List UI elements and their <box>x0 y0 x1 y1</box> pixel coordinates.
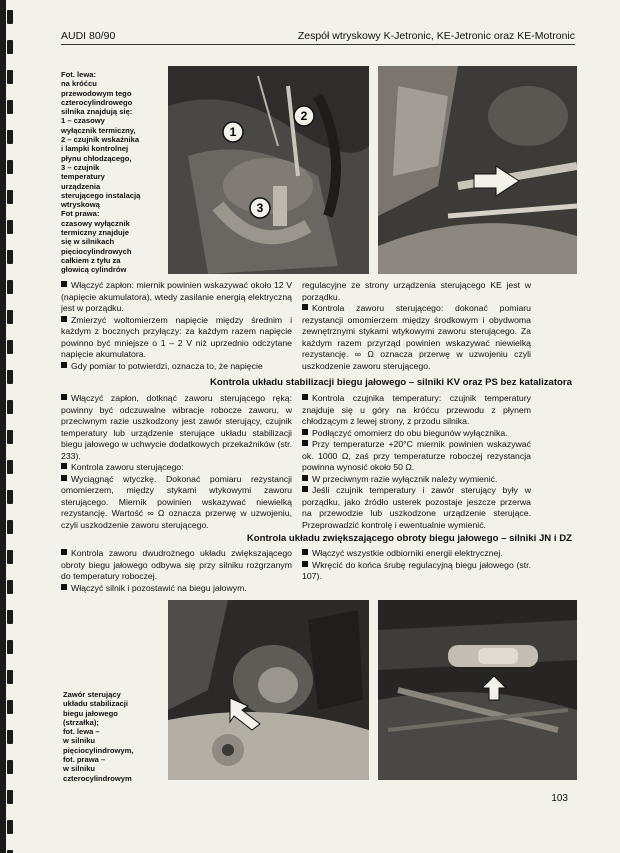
binding-marks <box>6 0 16 853</box>
engine-photo-top-right <box>378 66 577 274</box>
engine-photo-top-left-image <box>168 66 369 274</box>
section2-right-para-3: Przy temperaturze +20°C miernik powinien wskazywać ok. 1000 Ω, zaś przy temperaturze roboczej rezystancja powinna wynosić około 50 Ω. <box>302 439 531 472</box>
engine-photo-bottom-left-image <box>168 600 369 780</box>
bullet-icon <box>61 281 67 287</box>
bullet-icon <box>302 475 308 481</box>
binding-mark <box>7 190 13 204</box>
binding-mark <box>7 460 13 474</box>
section2-right-para-1: Kontrola czujnika temperatury: czujnik temperatury znajduje się u góry na króćcu przewodu z płynem chłodzącym z lewej strony, z przodu silnika. <box>302 393 531 426</box>
binding-mark <box>7 100 13 114</box>
section3-left-para-2: Włączyć silnik i pozostawić na biegu jałowym. <box>61 583 292 595</box>
binding-mark <box>7 40 13 54</box>
section3-right-para-1: Włączyć wszystkie odbiorniki energii elektrycznej. <box>302 548 531 560</box>
bullet-icon <box>61 584 67 590</box>
binding-mark <box>7 670 13 684</box>
section3-right-column <box>302 548 531 583</box>
engine-photo-bottom-right <box>378 600 577 780</box>
binding-mark <box>7 730 13 744</box>
photo-marker-3-label: 3 <box>256 201 264 215</box>
bullet-icon <box>302 549 308 555</box>
bullet-icon <box>302 486 308 492</box>
bullet-icon <box>61 475 67 481</box>
section1-left-para-1: Włączyć zapłon: miernik powinien wskazywać około 12 V (napięcie akumulatora), wtedy zasilanie energią elektryczną jest w porządku. <box>61 280 292 313</box>
photo-marker-1-label: 1 <box>229 125 237 139</box>
section2-left-para-1: Włączyć zapłon, dotknąć zaworu sterującego ręką: powinny być odczuwalne wibracje robocze zaworu, w przeciwnym razie uszkodzony jest zawór sterujący, czujnik temperatury lub urządzenie sterujące układu stabilizacji biegu jałowego w uchwycie dodatkowych przekaźników (str. 233). <box>61 393 292 461</box>
bottom-photo-caption: Zawór sterujący układu stabilizacji biegu jałowego (strzałka); fot. lewa – w silniku pięciocylindrowym, fot. prawa – w silniku czterocylindrowym <box>63 690 134 783</box>
binding-mark <box>7 220 13 234</box>
binding-mark <box>7 160 13 174</box>
section2-left-column <box>61 393 292 531</box>
section2-right-para-2: Podłączyć omomierz do obu biegunów wyłącznika. <box>302 428 531 440</box>
bullet-icon <box>61 394 67 400</box>
header-rule <box>61 44 575 45</box>
binding-mark <box>7 610 13 624</box>
section2-right-para-4: W przeciwnym razie wyłącznik należy wymienić. <box>302 474 531 486</box>
binding-mark <box>7 760 13 774</box>
binding-mark <box>7 70 13 84</box>
bullet-icon <box>302 304 308 310</box>
section2-left-para-2: Kontrola zaworu sterującego: <box>61 462 292 474</box>
section2-right-column <box>302 393 531 531</box>
top-photo-caption: Fot. lewa: na króćcu przewodowym tego czterocylindrowego silnika znajdują się: 1 – czasowy wyłącznik termiczny, 2 – czujnik wskaźnika i lampki kontrolnej płynu chłodzącego, 3 – czujnik temperatury urządzenia sterującego instalacją wtryskową Fot prawa: czasowy wyłącznik termiczny znajduje się w silnikach pięciocylindrowych całkiem z tyłu za głowicą cylindrów <box>61 70 141 275</box>
bullet-icon <box>302 429 308 435</box>
bullet-icon <box>61 316 67 322</box>
binding-mark <box>7 640 13 654</box>
section3-heading: Kontrola układu zwiększającego obroty biegu jałowego – silniki JN i DZ <box>246 533 572 544</box>
binding-mark <box>7 790 13 804</box>
bullet-icon <box>61 549 67 555</box>
binding-mark <box>7 400 13 414</box>
binding-mark <box>7 820 13 834</box>
section2-heading: Kontrola układu stabilizacji biegu jałowego – silniki KV oraz PS bez katalizatora <box>210 377 572 388</box>
section3-left-column <box>61 548 292 594</box>
page <box>6 0 620 853</box>
section1-left-para-2: Zmierzyć woltomierzem napięcie między średnim i każdym z bocznych przyłączy: za każdym razem napięcie powinno być mniejsze o 1 – 2 V niż uprzednio odczytane napięcie akumulatora. <box>61 314 292 359</box>
engine-photo-bottom-left <box>168 600 369 780</box>
header-right: Zespół wtryskowy K-Jetronic, KE-Jetronic oraz KE-Motronic <box>297 30 575 42</box>
section3-left-para-1: Kontrola zaworu dwudrożnego układu zwiększającego obroty biegu jałowego odbywa się przy silniku rozgrzanym do temperatury roboczej. <box>61 548 292 581</box>
bullet-icon <box>302 394 308 400</box>
bullet-icon <box>61 463 67 469</box>
binding-mark <box>7 550 13 564</box>
section1-right-continuation: regulacyjne ze strony urządzenia sterującego KE jest w porządku. <box>302 280 531 302</box>
binding-mark <box>7 280 13 294</box>
binding-mark <box>7 130 13 144</box>
section3-right-para-2: Wkręcić do końca śrubę regulacyjną biegu jałowego (str. 107). <box>302 559 531 581</box>
binding-mark <box>7 10 13 24</box>
binding-mark <box>7 430 13 444</box>
page-number: 103 <box>551 793 568 804</box>
section1-left-column <box>61 280 292 372</box>
photo-marker-2-label: 2 <box>300 109 308 123</box>
bullet-icon <box>302 561 308 567</box>
section1-right-column <box>302 280 531 372</box>
engine-photo-bottom-right-image <box>378 600 577 780</box>
binding-mark <box>7 580 13 594</box>
binding-mark <box>7 370 13 384</box>
section1-left-para-3: Gdy pomiar to potwierdzi, oznacza to, że napięcie <box>61 361 292 373</box>
header-left: AUDI 80/90 <box>61 30 116 42</box>
section1-right-para-1: Kontrola zaworu sterującego: dokonać pomiaru rezystancji omomierzem między środkowym i obydwoma zewnętrznymi stykami wtykowymi zaworu sterującego. Za każdym razem przyrząd powinien wskazywać niewielką rezystancję. ∞ Ω oznacza przerwę w uzwojeniu czyli uszkodzenie zaworu sterującego. <box>302 303 531 371</box>
section2-left-para-3: Wyciągnąć wtyczkę. Dokonać pomiaru rezystancji omomierzem, między stykami wtykowymi zaworu sterującego. Miernik powinien wskazywać niewielką rezystancję. Wartość ∞ Ω oznacza przerwę w uzwojeniu, czyli uszkodzenie zaworu sterującego. <box>61 473 292 530</box>
engine-photo-top-left <box>168 66 369 274</box>
binding-mark <box>7 250 13 264</box>
binding-mark <box>7 700 13 714</box>
bullet-icon <box>302 440 308 446</box>
bullet-icon <box>61 362 67 368</box>
engine-photo-top-right-image <box>378 66 577 274</box>
binding-mark <box>7 520 13 534</box>
binding-mark <box>7 310 13 324</box>
binding-mark <box>7 490 13 504</box>
binding-mark <box>7 340 13 354</box>
section2-right-para-5: Jeśli czujnik temperatury i zawór sterujący były w porządku, jako źródło usterek pozostaje jeszcze przerwa na przewodzie lub uszkodzone urządzenie sterujące. Przeprowadzić kontrolę i ewentualnie wymienić. <box>302 485 531 530</box>
